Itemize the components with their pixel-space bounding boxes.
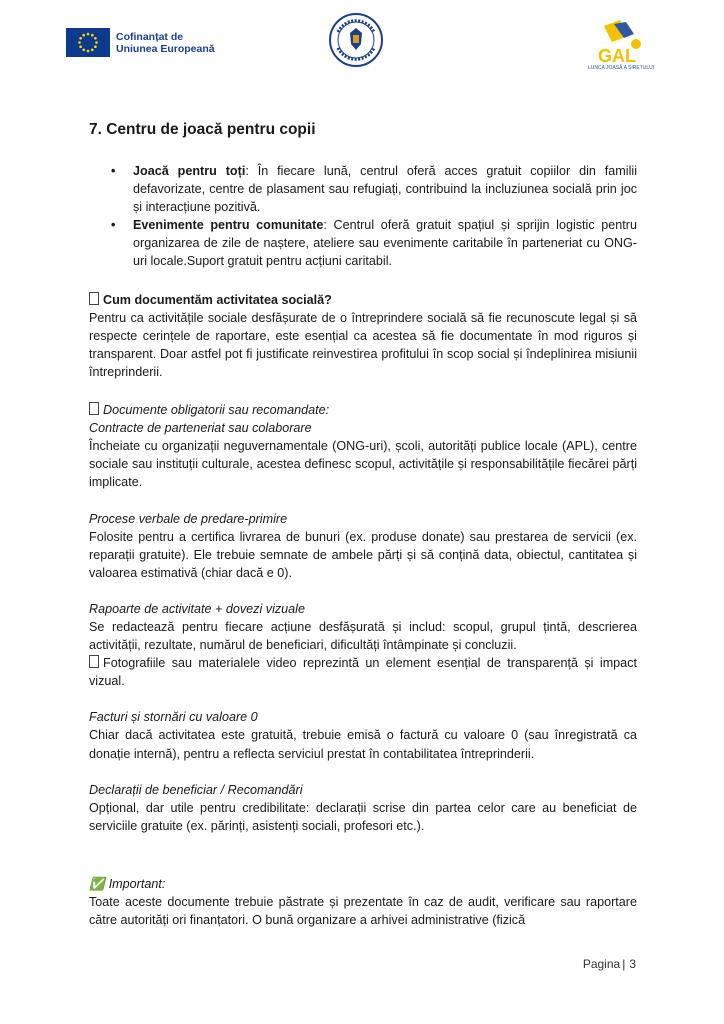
gal-logo-text: GAL [598, 46, 636, 66]
bullet-term: Evenimente pentru comunitate [133, 218, 324, 233]
document-type-extra-text: Fotografiile sau materialele video reprezintă un element esențial de transparență și impact vizual. [89, 656, 637, 689]
bullet-text: : Centrul oferă gratuit spațiul și sprijin logistic pentru organizarea de zile de naștere, ateliere sau evenimente caritabile în parteneriat cu ONG-uri locale.Suport gratuit pentru acțiuni caritabil. [133, 218, 637, 269]
missing-glyph-icon [89, 292, 99, 305]
gal-caption: LUNCA JOASĂ A SIRETULUI [588, 65, 655, 71]
documents-heading [89, 401, 637, 419]
page-separator: | [622, 957, 626, 971]
document-type-body: Folosite pentru a certifica livrarea de bunuri (ex. produse donate) sau prestarea de servicii (ex. reparații gratuite). Ele trebuie semnate de ambele părți și să conțină data, obiectul, cantitatea și valoarea estimativă (chiar dacă e 0). [89, 529, 637, 580]
documents-heading-text: Documente obligatorii sau recomandate: [103, 403, 330, 418]
document-type-title: Contracte de parteneriat sau colaborare [89, 421, 312, 436]
bullet-icon: • [111, 218, 116, 233]
important-heading [89, 875, 637, 893]
section-title: 7. Centru de joacă pentru copii [89, 121, 316, 138]
documentation-heading [89, 291, 637, 309]
eu-cofunding-logo [66, 28, 215, 57]
eu-flag-icon [66, 28, 110, 57]
document-type-title: Facturi și stornări cu valoare 0 [89, 710, 258, 725]
check-mark-icon: ✅ [89, 876, 105, 891]
activities-list [89, 162, 637, 271]
bullet-icon: • [111, 164, 116, 178]
bullet-text: : În fiecare lună, centrul oferă acces gratuit copiilor din familii defavorizate, centre de plasament sau refugiați, contribuind la incluziunea socială prin joc și interacțiune pozitivă. [133, 164, 637, 215]
document-type-body: Încheiate cu organizații neguvernamentale (ONG-uri), școli, autorități publice locale (APL), centre sociale sau instituții culturale, acestea definesc scopul, activitățile și responsabilitățile fiecărei părți implicate. [89, 439, 637, 490]
page-header [0, 0, 724, 80]
document-type-body: Chiar dacă activitatea este gratuită, trebuie emisă o factură cu valoare 0 (sau înregistrată ca donație internă), pentru a reflecta serviciul prestat în contabilitatea întreprinderii. [89, 728, 637, 761]
document-type-title: Declarații de beneficiar / Recomandări [89, 782, 303, 797]
bullet-term: Joacă pentru toți [133, 164, 246, 178]
list-item [89, 162, 637, 216]
page-label: Pagina [582, 957, 621, 971]
eu-text-line1: Cofinanțat de [116, 30, 184, 43]
important-label: Important: [108, 876, 166, 891]
document-body [89, 120, 637, 929]
list-item [89, 216, 637, 270]
document-type-title: Procese verbale de predare-primire [89, 511, 288, 526]
documentation-intro: Pentru ca activitățile sociale desfășurate de o întreprindere socială să fie recunoscute legal și să respecte cerințele de raportare, este esențial ca acestea să fie documentate în mod riguros și transparent. Doar astfel pot fi justificate reinvestirea profitului în scop social și îndeplinirea misiunii întreprinderii. [89, 310, 637, 379]
eu-cofunding-text [116, 31, 215, 55]
document-type-title: Rapoarte de activitate + dovezi vizuale [89, 601, 305, 616]
document-type-extra [89, 654, 637, 690]
important-text: Toate aceste documente trebuie păstrate și prezentate în caz de audit, verificare sau raportare către autorități ori finanțatori. O bună organizare a arhivei administrative (fizică [89, 895, 637, 928]
missing-glyph-icon [89, 655, 99, 668]
romanian-government-seal-icon [328, 12, 384, 68]
eu-text-line2: Uniunea Europeană [116, 42, 215, 55]
missing-glyph-icon [89, 402, 99, 415]
page-footer [583, 957, 636, 971]
document-type-body: Opțional, dar utile pentru credibilitate: declarații scrise din partea celor care au beneficiat de serviciile gratuite (ex. părinți, asistenți sociali, profesori etc.). [89, 800, 637, 833]
documentation-heading-text: Cum documentăm activitatea socială? [103, 292, 332, 307]
page-number: 3 [629, 957, 636, 971]
document-type-body: Se redactează pentru fiecare acțiune desfășurată și includ: scopul, grupul țintă, descrierea activității, rezultate, numărul de beneficiari, dificultăți întâmpinate și concluzii. [89, 619, 637, 653]
